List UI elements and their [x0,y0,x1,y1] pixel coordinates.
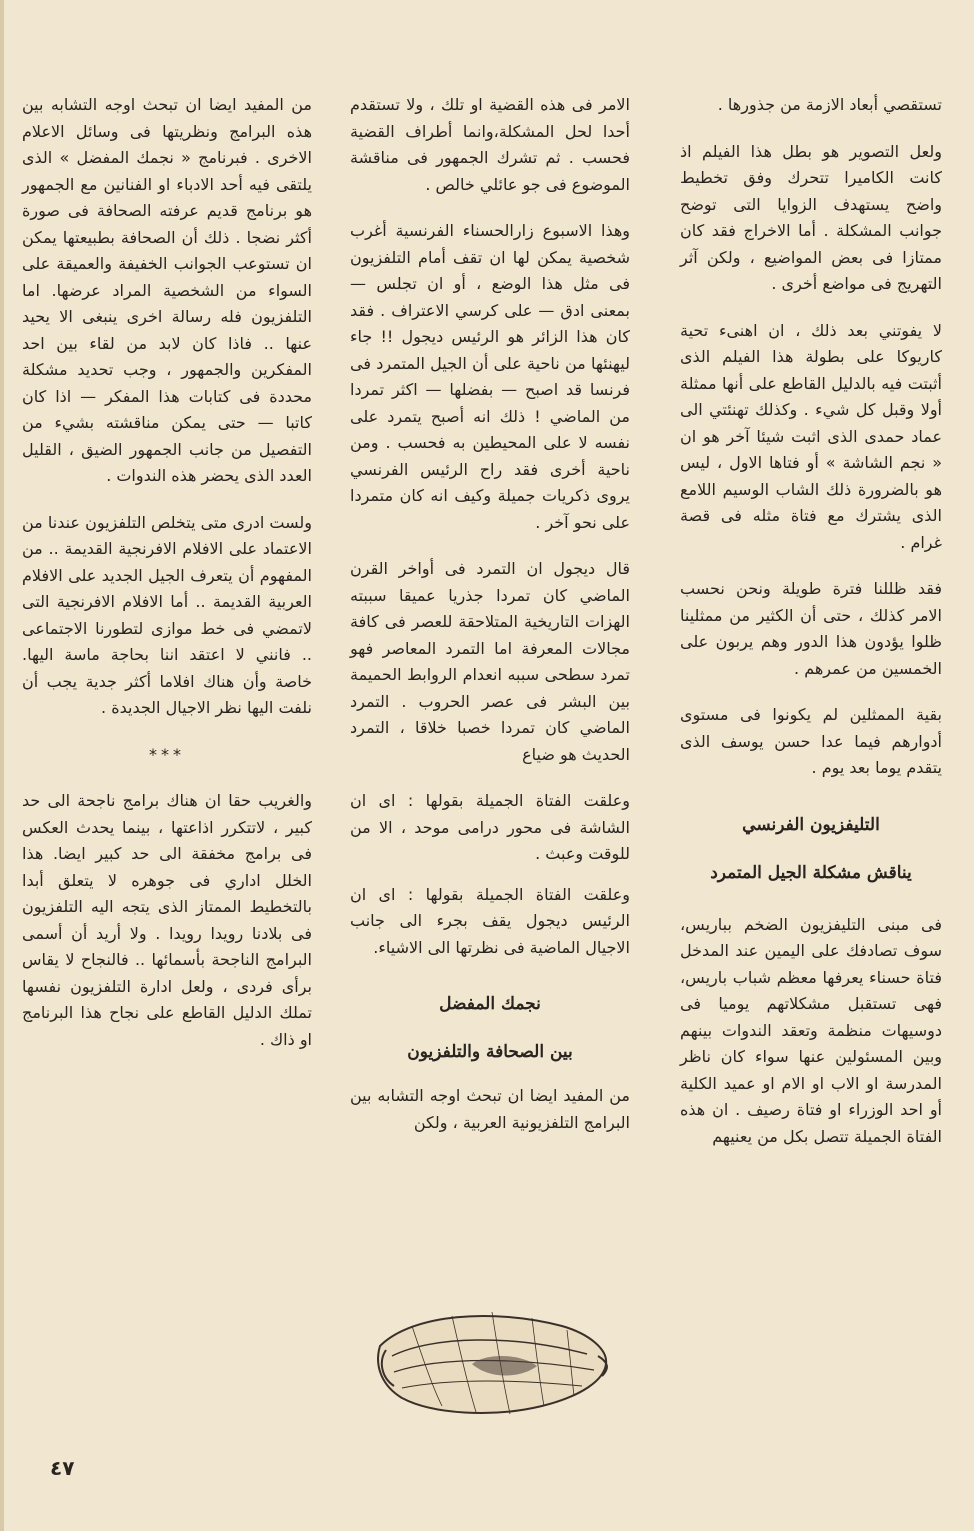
paragraph: وعلقت الفتاة الجميلة بقولها : اى ان الشاشة فى محور درامى موحد ، الا من للوقت وعبث . [350,791,630,863]
paragraph: ولست ادرى متى يتخلص التلفزيون عندنا من الاعتماد على الافلام الافرنجية القديمة .. من المفهوم أن يتعرف الجيل الجديد على الافلام العربية القديمة .. أما الافلام الافرنجية التى لاتمضي فى خط موازى لتطورنا الاجتماعى .. فانني لا اعتقد اننا بحاجة ماسة اليها. خاصة وأن هناك افلاما أكثر جدية يجب أن نلفت اليها نظر الاجيال الجديدة . [22,512,312,717]
shell-illustration [372,1306,612,1421]
page-edge [0,0,4,1531]
paragraph: من المفيد ايضا ان تبحث اوجه التشابه بين البرامج التلفزيونية العربية ، ولكن [350,1086,630,1132]
section-subheading: يناقش مشكلة الجيل المتمرد [710,862,912,883]
column-right [680,92,942,1170]
section-heading: نجمك المفضل [439,994,541,1014]
paragraph: والغريب حقا ان هناك برامج ناجحة الى حد كبير ، لاتتكرر اذاعتها ، بينما يحدث العكس فى برامج مخفقة الى حد كبير ايضا. هذا الخلل اداري فى جوهره لا يتعلق أبدا بالتخطيط الممتاز الذى يتجه اليه التلفزيون فى بلادنا رويدا رويدا . ولا أريد أن أسمى البرامج الناجحة بأسمائها .. فالنجاح لا يقاس برأى فردى ، ولعل ادارة التلفزيون نفسها تملك الدليل القاطع على نجاح هذا البرنامج او ذاك . [22,791,312,1049]
page-number: ٤٧ [50,1456,75,1480]
section-subheading: بين الصحافة والتلفزيون [407,1042,573,1062]
column-middle [350,92,630,1156]
paragraph: وعلقت الفتاة الجميلة بقولها : اى ان الرئيس ديجول يقف بجرء الى جانب الاجيال الماضية فى نظرتها الى الاشياء. [350,884,630,957]
section-heading: التليفزيون الفرنسي [742,814,880,835]
paragraph: الامر فى هذه القضية او تلك ، ولا تستقدم أحدا لحل المشكلة،وانما أطراف القضية فحسب . ثم تشرك الجمهور فى مناقشة الموضوع فى جو عائلي خالص . [350,95,630,194]
section-divider-stars: *** [149,744,185,764]
paragraph: من المفيد ايضا ان تبحث اوجه التشابه بين هذه البرامج ونظريتها فى وسائل الاعلام الاخرى . فبرنامج « نجمك المفضل » الذى يلتقى فيه أحد الادباء او الفنانين مع الجمهور هو برنامج قديم عرفته الصحافة فى صورة أكثر نضجا . ذلك أن الصحافة بطبيعتها يمكن ان تستوعب الجوانب الخفيفة والعميقة على السواء من الشخصية المراد عرضها. اما التلفزيون فله رسالة اخرى ينبغى الا يحيد عنها .. فاذا كان لابد من لقاء بين احد المفكرين والجمهور ، وجب تحديد مشكلة محددة فى كتابات هذا المفكر — اذا كان كاتبا — حتى يمكن مناقشته بشيء من التفصيل من جانب الجمهور الضيق ، القليل العدد الذى يحضر هذه الندوات . [22,95,312,485]
paragraph: فقد ظللنا فترة طويلة ونحن نحسب الامر كذلك ، حتى أن الكثير من ممثلينا ظلوا يؤدون هذا الدور وهم يربون على الخمسين من عمرهم . [680,579,942,678]
paragraph: وهذا الاسبوع زارالحسناء الفرنسية أغرب شخصية يمكن لها ان تقف أمام التلفزيون فى مثل هذا الوضع ، أو ان تجلس — بمعنى ادق — على كرسي الاعتراف . فقد كان هذا الزائر هو الرئيس ديجول !! جاء ليهنئها من ناحية على أن الجيل المتمرد فى فرنسا قد اصبح — بفضلها — اكثر تمردا من الماضي ! ذلك انه أصبح يتمرد على نفسه لا على المحيطين به فحسب . ومن ناحية أخرى فقد راح الرئيس الفرنسي يروى ذكريات جميلة وكيف انه كان متمردا على نحو آخر . [350,221,630,532]
column-left [22,92,312,1073]
paragraph: بقية الممثلين لم يكونوا فى مستوى أدوارهم فيما عدا حسن يوسف الذى يتقدم يوما بعد يوم . [680,705,942,777]
paragraph: لا يفوتني بعد ذلك ، ان اهنىء تحية كاريوكا على بطولة هذا الفيلم الذى أثبتت فيه بالدليل القاطع على أنها ممثلة أولا وقبل كل شيء . وكذلك تهنئتي الى عماد حمدى الذى اثبت شيئا آخر هو ان « نجم الشاشة » أو فتاها الاول ، ليس هو بالضرورة ذلك الشاب الوسيم اللامع الذى يشترك مع فتاة مثله فى قصة غرام . [680,320,942,552]
paragraph: ولعل التصوير هو بطل هذا الفيلم اذ كانت الكاميرا تتحرك وفق تخطيط واضح يستهدف الزوايا التى توضح جوانب المشكلة . أما الاخراج فقد كان ممتازا فى بعض المواضيع ، ولكن آثر التهريج فى مواضع أخرى . [680,141,942,293]
paragraph: تستقصي أبعاد الازمة من جذورها . [717,95,942,114]
paragraph: فى مبنى التليفزيون الضخم بباريس، سوف تصادفك على اليمين عند المدخل فتاة حسناء يعرفها معظم شباب باريس، فهى تستقبل مشكلاتهم يوميا فى دوسيهات منظمة وتعقد الندوات بينهم وبين المسئولين عنها سواء كان ناظر المدرسة او الاب او الام او عميد الكلية أو احد الوزراء او فتاة رصيف . ان هذه الفتاة الجميلة تتصل بكل من يعنيهم [680,914,942,1146]
paragraph: قال ديجول ان التمرد فى أواخر القرن الماضي كان تمردا جذريا عميقا سببته الهزات التاريخية المتلاحقة للعصر فى كافة مجالات المعرفة اما التمرد المعاصر فهو تمرد سطحى سببه انعدام الروابط الحميمة بين البشر فى عصر الحروب . التمرد الماضي كان تمردا خصبا خلاقا ، التمرد الحديث هو ضياع [350,559,630,764]
